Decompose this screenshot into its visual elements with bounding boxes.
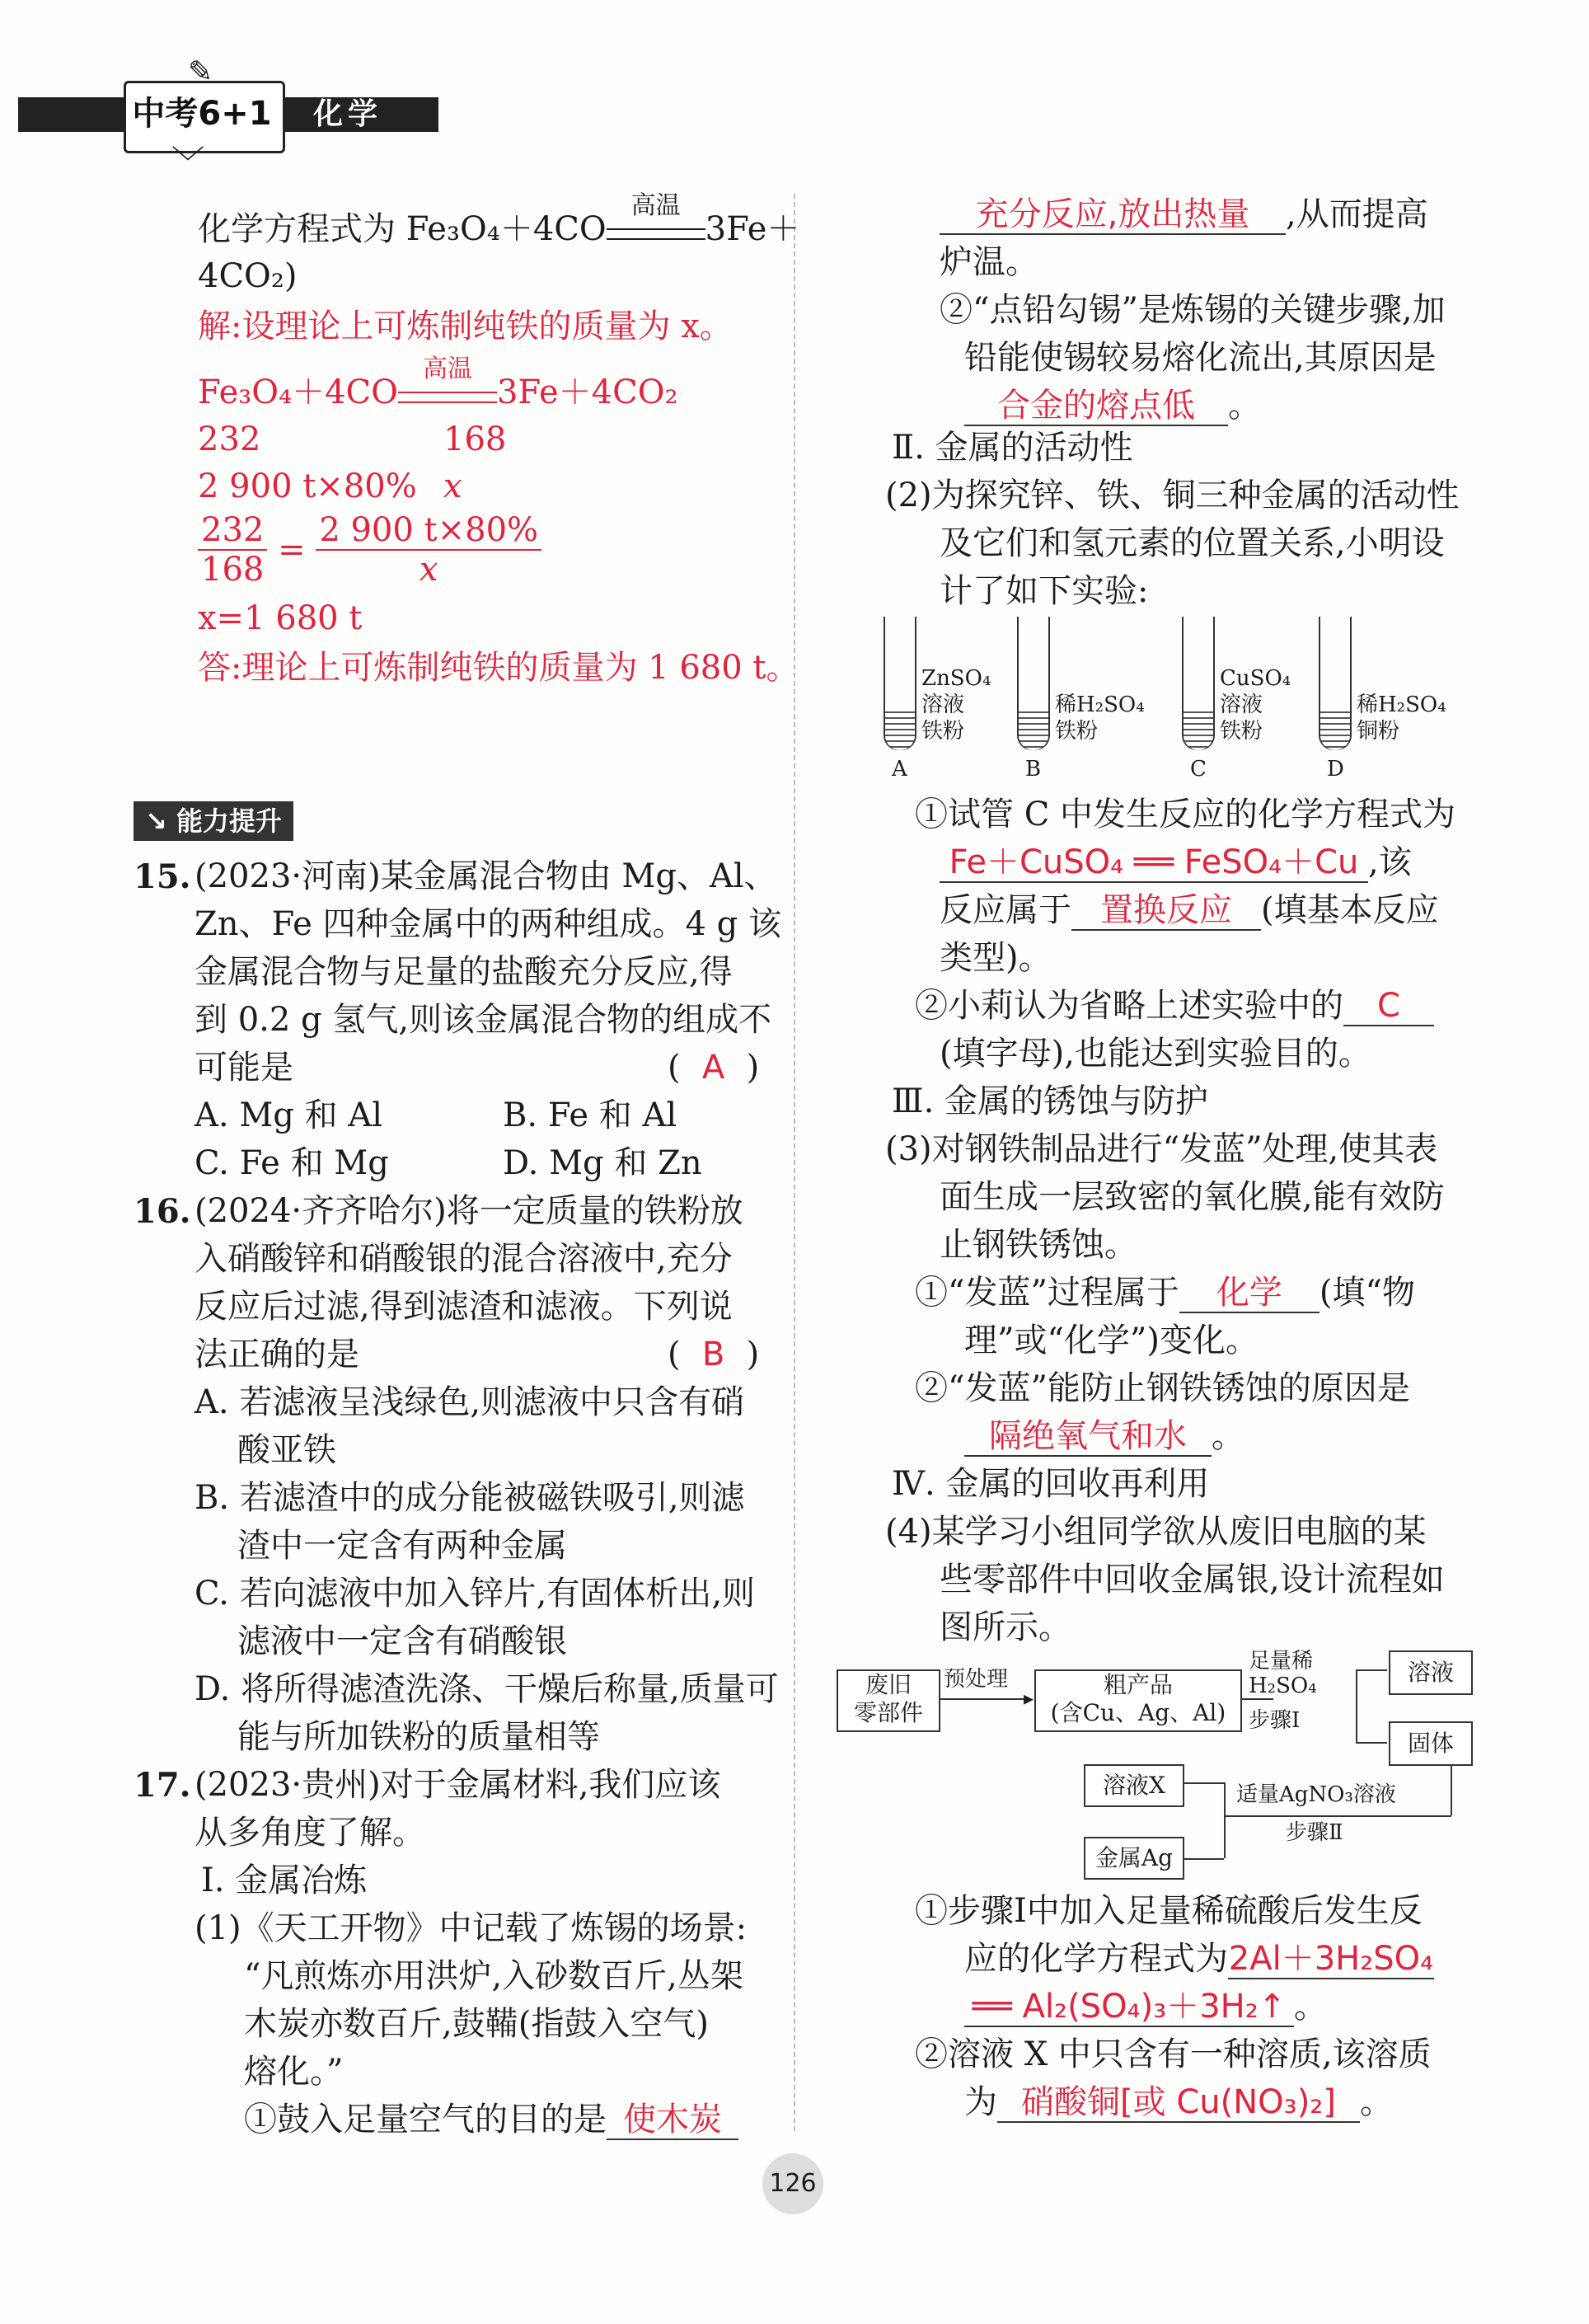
p4-a1b-line: ══ Al₂(SO₄)₃＋3H₂↑ 。: [964, 1984, 1327, 2031]
p4-q1a: ①步骤Ⅰ中加入足量稀硫酸后发生反: [915, 1892, 1423, 1930]
q17-part1: Ⅰ. 金属冶炼: [201, 1862, 368, 1899]
p4-a1b: ══ Al₂(SO₄)₃＋3H₂↑: [964, 1988, 1294, 2027]
q16-number: 16.: [134, 1192, 191, 1231]
q17-p1-line: 木炭亦数百斤,鼓鞴(指鼓入空气): [244, 2005, 709, 2043]
flow-arrow-solution: [1356, 1669, 1387, 1671]
flow-box-crude: 粗产品 (含Cu、Ag、Al): [1034, 1669, 1242, 1732]
q15-line: 金属混合物与足量的盐酸充分反应,得: [195, 953, 733, 991]
chevron-down-icon: ﹀: [171, 144, 204, 182]
p3-a2-line: 隔绝氧气和水 。: [964, 1413, 1244, 1460]
arrow-right-icon: ▸: [1024, 1687, 1034, 1710]
flow-line-step1: [1240, 1698, 1273, 1700]
tube-b-letter: B: [1025, 757, 1042, 782]
p2-line: 及它们和氢元素的位置关系,小明设: [940, 524, 1445, 562]
q17-p1-a1: 使木炭: [607, 2101, 738, 2140]
tube-a-metal: 铁粉: [921, 719, 965, 744]
flowchart: [832, 1649, 1492, 1880]
q16-option: D. 将所得滤渣洗涤、干燥后称量,质量可: [195, 1670, 779, 1708]
q15-answer: A: [701, 1049, 725, 1087]
q15-answer-bracket: ( A ): [668, 1045, 759, 1092]
tube-a-letter: A: [892, 757, 907, 782]
flow-line-step2-down: [1451, 1764, 1454, 1815]
part3-heading: Ⅲ. 金属的锈蚀与防护: [892, 1082, 1209, 1120]
q17-p1-line: (1)《天工开物》中记载了炼锡的场景:: [195, 1909, 748, 1947]
flow-arrow-solid: [1356, 1742, 1387, 1744]
flow-box-solution: 溶液: [1389, 1650, 1473, 1695]
p4-q1b-line: 应的化学方程式为2Al＋3H₂SO₄: [964, 1940, 1434, 1978]
solution-equation: Fe₃O₄＋4CO 高温 3Fe＋4CO₂: [198, 354, 678, 411]
flow-label-pretreat: 预处理: [944, 1667, 1009, 1692]
flow-line-step2: [1224, 1815, 1451, 1817]
p2-line: (2)为探究锌、铁、铜三种金属的活动性: [885, 477, 1460, 514]
tube-c-sol1: CuSO₄: [1220, 666, 1291, 691]
arrow-down-right-icon: ↘: [145, 805, 167, 837]
answer-sentence: 答:理论上可炼制纯铁的质量为 1 680 t。: [198, 649, 799, 687]
q17-p1-line: “凡煎炼亦用洪炉,入砂数百斤,丛架: [244, 1957, 743, 1995]
q15-option: D. Mg 和 Zn: [503, 1144, 702, 1182]
p2-q2b: (填字母),也能达到实验目的。: [940, 1035, 1371, 1073]
molar-mass-1: 232: [198, 420, 261, 458]
page-number: 126: [762, 2153, 823, 2214]
flow-label-step1a: 足量稀: [1249, 1649, 1314, 1674]
q15-number: 15.: [134, 857, 191, 896]
q16-option: 能与所加铁粉的质量相等: [237, 1718, 600, 1756]
molar-mass-2: 168: [443, 420, 507, 458]
value-2: x: [443, 467, 462, 505]
section-tag: ↘ 能力提升: [134, 801, 293, 841]
liquid-b: [1019, 707, 1048, 750]
a1-line2: 炉温。: [940, 243, 1038, 281]
p4-q2b-line: 为 硝酸铜[或 Cu(NO₃)₂] 。: [964, 2083, 1393, 2121]
tube-a-sol1: ZnSO₄: [921, 666, 991, 691]
a1-continued: 充分反应,放出热量 ,从而提高: [940, 191, 1428, 238]
q16-option: C. 若向滤液中加入锌片,有固体析出,则: [195, 1575, 756, 1613]
ratio-right: $\frac{2 900 t\times 80\%}{x}$: [316, 511, 541, 589]
q16-line: 反应后过滤,得到滤渣和滤液。下列说: [195, 1288, 733, 1326]
tube-d-metal: 铜粉: [1357, 719, 1400, 744]
q15-option: B. Fe 和 Al: [503, 1096, 677, 1134]
eq-line2: 4CO₂): [198, 257, 298, 295]
q16-option: 酸亚铁: [237, 1431, 336, 1469]
tube-a-sol2: 溶液: [921, 693, 965, 717]
q2-line: 铅能使锡较易熔化流出,其原因是: [964, 339, 1437, 377]
p2-q1: ①试管 C 中发生反应的化学方程式为: [915, 796, 1456, 833]
pen-icon: ✎: [188, 55, 213, 89]
q16-option: A. 若滤液呈浅绿色,则滤液中只含有硝: [195, 1383, 745, 1421]
part2-heading: Ⅱ. 金属的活动性: [892, 429, 1133, 467]
p3-q1b: 理”或“化学”)变化。: [964, 1322, 1259, 1359]
flow-label-step2b: 步骤Ⅱ: [1286, 1820, 1343, 1845]
q16-option: 滤液中一定含有硝酸银: [237, 1622, 567, 1660]
flow-box-ag: 金属Ag: [1084, 1837, 1184, 1880]
tube-d-sol1: 稀H₂SO₄: [1357, 693, 1446, 717]
q16-line: 法正确的是: [195, 1336, 359, 1373]
eq-intro-line: 化学方程式为 Fe₃O₄＋4CO 高温 3Fe＋: [198, 191, 800, 248]
solution-intro: 解:设理论上可炼制纯铁的质量为 x。: [198, 308, 733, 345]
ratio-left: $\frac{232}{168}$: [198, 511, 267, 589]
q15-line: 可能是: [195, 1049, 293, 1087]
p3-line: 止钢铁锈蚀。: [940, 1226, 1137, 1264]
tube-d-letter: D: [1327, 757, 1344, 782]
result: x=1 680 t: [198, 599, 363, 637]
flow-box-waste: 废旧 零部件: [837, 1669, 940, 1732]
tube-c-metal: 铁粉: [1220, 719, 1263, 744]
ratio-line: $\frac{232}{168}$ = $\frac{2 900 t\times 80\%}{x}$: [198, 511, 541, 589]
liquid-a: [885, 707, 915, 750]
tube-c-sol2: 溶液: [1220, 693, 1263, 717]
p2-q1b-line: 反应属于 置换反应 (填基本反应: [940, 891, 1439, 929]
liquid-c: [1184, 707, 1213, 750]
p2-a1-line: Fe＋CuSO₄ ══ FeSO₄＋Cu ,该: [940, 839, 1412, 886]
a1-cont-answer: 充分反应,放出热量: [940, 195, 1286, 235]
part4-heading: Ⅳ. 金属的回收再利用: [892, 1465, 1210, 1503]
p2-a1: Fe＋CuSO₄ ══ FeSO₄＋Cu: [940, 843, 1368, 883]
reaction-arrow: 高温: [607, 220, 705, 240]
q16-option: 渣中一定含有两种金属: [237, 1527, 567, 1565]
p4-q2a: ②溶液 X 中只含有一种溶质,该溶质: [915, 2035, 1432, 2073]
q16-answer: B: [701, 1336, 725, 1373]
q15-line: Zn、Fe 四种金属中的两种组成。4 g 该: [195, 905, 781, 943]
p3-a1: 化学: [1179, 1274, 1319, 1313]
p2-line: 计了如下实验:: [940, 572, 1149, 610]
q15-line: 到 0.2 g 氢气,则该金属混合物的组成不: [195, 1001, 772, 1039]
tube-c-letter: C: [1190, 757, 1207, 782]
q17-line: 从多角度了解。: [195, 1814, 425, 1852]
q2-answer-line: 合金的熔点低 。: [964, 383, 1261, 430]
q2-answer: 合金的熔点低: [964, 387, 1228, 426]
q17-line: (2023·贵州)对于金属材料,我们应该: [195, 1766, 721, 1804]
p4-a1a: 2Al＋3H₂SO₄: [1228, 1940, 1434, 1978]
q17-p1-line: 熔化。”: [244, 2053, 344, 2091]
q16-answer-bracket: ( B ): [668, 1331, 759, 1378]
solution-arrow: 高温: [398, 383, 497, 403]
header-brand: 中考6+1: [132, 95, 272, 133]
q17-number: 17.: [134, 1766, 191, 1805]
p3-q2: ②“发蓝”能防止钢铁锈蚀的原因是: [915, 1369, 1410, 1407]
q15-option: C. Fe 和 Mg: [195, 1144, 389, 1182]
p4-a2: 硝酸铜[或 Cu(NO₃)₂]: [997, 2083, 1360, 2123]
p2-a1b: 置换反应: [1071, 891, 1261, 931]
flow-label-step1b: H₂SO₄: [1249, 1674, 1317, 1698]
flow-arrow-ag: [1183, 1858, 1224, 1860]
p4-line: 图所示。: [940, 1608, 1071, 1646]
test-tube-diagram: [874, 617, 1484, 790]
flow-arrow-x: [1183, 1782, 1224, 1784]
column-divider: [794, 194, 797, 2131]
tube-b-metal: 铁粉: [1055, 719, 1099, 744]
flow-arrow-1: [940, 1698, 1030, 1700]
header-subject: 化学: [313, 97, 383, 131]
flow-label-step2a: 适量AgNO₃溶液: [1236, 1782, 1396, 1807]
flow-box-solid: 固体: [1389, 1721, 1473, 1766]
q15-option: A. Mg 和 Al: [195, 1096, 382, 1134]
p3-line: 面生成一层致密的氧化膜,能有效防: [940, 1178, 1445, 1216]
q16-option: B. 若滤渣中的成分能被磁铁吸引,则滤: [195, 1479, 745, 1517]
q15-line: (2023·河南)某金属混合物由 Mg、Al、: [195, 857, 777, 895]
q16-line: 入硝酸锌和硝酸银的混合溶液中,充分: [195, 1240, 733, 1278]
p2-a2: C: [1343, 987, 1434, 1026]
p3-a2: 隔绝氧气和水: [964, 1417, 1212, 1457]
flow-label-step1c: 步骤Ⅰ: [1249, 1708, 1301, 1733]
p4-line: 些零部件中回收金属银,设计流程如: [940, 1561, 1445, 1599]
p4-line: (4)某学习小组同学欲从废旧电脑的某: [885, 1513, 1427, 1551]
flow-branch-2: [1224, 1782, 1227, 1858]
flow-branch: [1356, 1669, 1359, 1744]
p3-line: (3)对钢铁制品进行“发蓝”处理,使其表: [885, 1130, 1438, 1168]
q2-line: ②“点铅勾锡”是炼锡的关键步骤,加: [940, 291, 1446, 329]
liquid-d: [1320, 707, 1350, 750]
value-1: 2 900 t×80%: [198, 467, 417, 505]
p2-q2-line: ②小莉认为省略上述实验中的 C: [915, 983, 1434, 1030]
p2-q1c: 类型)。: [940, 939, 1052, 977]
q17-p1-q1: ①鼓入足量空气的目的是 使木炭: [244, 2096, 738, 2143]
tube-b-sol1: 稀H₂SO₄: [1055, 693, 1145, 717]
flow-box-x: 溶液X: [1084, 1764, 1184, 1807]
p3-q1-line: ①“发蓝”过程属于 化学 (填“物: [915, 1274, 1415, 1312]
q16-line: (2024·齐齐哈尔)将一定质量的铁粉放: [195, 1192, 743, 1230]
